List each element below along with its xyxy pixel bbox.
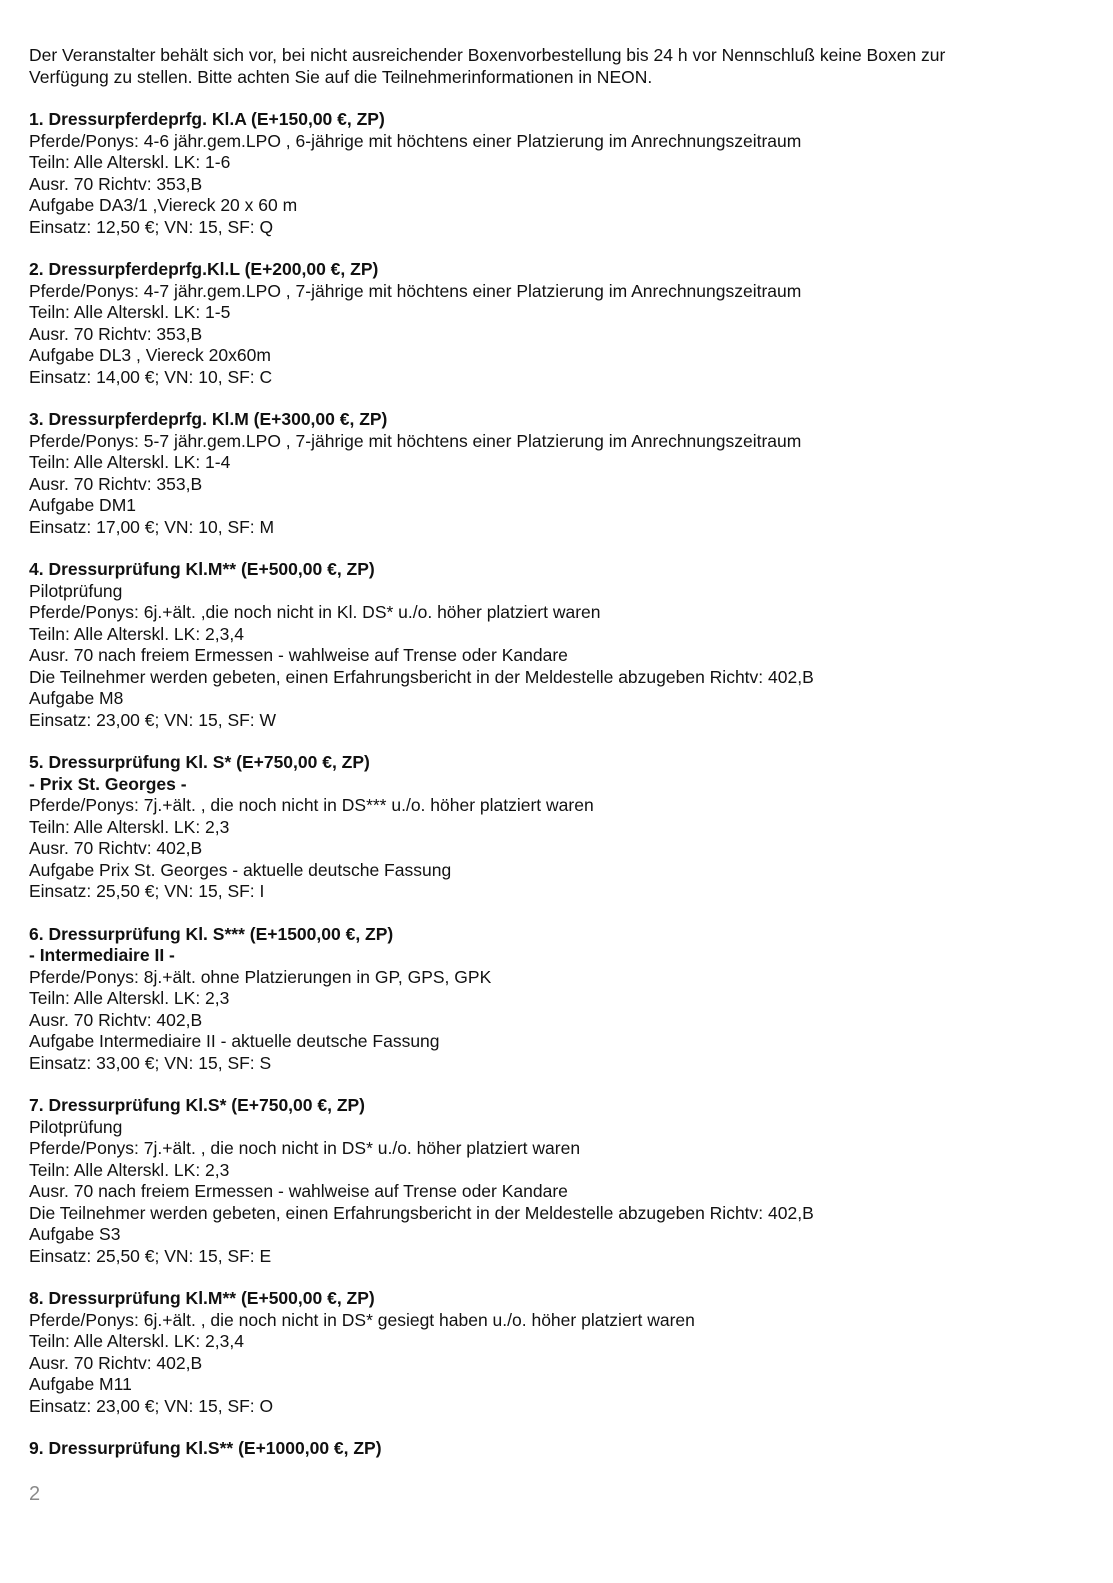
competition-detail-line: Aufgabe M8 [29,688,124,708]
competition-title: 3. Dressurpferdeprfg. Kl.M (E+300,00 €, ZP) [29,409,388,429]
competition-section [29,409,1089,538]
competition-detail-line: Einsatz: 23,00 €; VN: 15, SF: W [29,709,277,730]
competition-detail-line: Einsatz: 25,50 €; VN: 15, SF: I [29,881,265,901]
competition-section [29,752,1089,903]
competition-detail-line: Einsatz: 23,00 €; VN: 15, SF: O [29,1395,274,1416]
competition-detail-line: Teiln: Alle Alterskl. LK: 1-5 [29,302,231,322]
competition-detail-line: Pferde/Ponys: 4-6 jähr.gem.LPO , 6-jährige mit höchtens einer Platzierung im Anrechnungszeitraum [29,130,802,151]
competition-detail-line: Pferde/Ponys: 7j.+ält. , die noch nicht in DS* u./o. höher platziert waren [29,1138,581,1158]
competition-section [29,1438,1089,1460]
competition-detail-line: Pilotprüfung [29,1116,123,1137]
competition-detail-line: Aufgabe Prix St. Georges - aktuelle deutsche Fassung [29,859,452,880]
competition-detail-line: Teiln: Alle Alterskl. LK: 2,3 [29,816,230,837]
competition-detail-line: Ausr. 70 nach freiem Ermessen - wahlweise auf Trense oder Kandare [29,645,568,665]
competition-title: 2. Dressurpferdeprfg.Kl.L (E+200,00 €, ZP) [29,259,379,279]
document-page [29,45,1089,1481]
competition-section [29,924,1089,1075]
competition-detail-line: Ausr. 70 Richtv: 402,B [29,838,203,858]
competition-detail-line: Ausr. 70 Richtv: 353,B [29,173,203,194]
competition-detail-line: Teiln: Alle Alterskl. LK: 2,3 [29,1159,230,1180]
intro-line: Verfügung zu stellen. Bitte achten Sie auf die Teilnehmerinformationen in NEON. [29,66,653,87]
competition-detail-line: Pferde/Ponys: 8j.+ält. ohne Platzierungen in GP, GPS, GPK [29,966,492,987]
competition-detail-line: Einsatz: 17,00 €; VN: 10, SF: M [29,516,275,537]
competition-detail-line: Aufgabe Intermediaire II - aktuelle deutsche Fassung [29,1031,440,1051]
competition-section [29,259,1089,388]
competition-detail-line: Teiln: Alle Alterskl. LK: 1-6 [29,152,231,172]
competition-section [29,559,1089,731]
competition-detail-line: Pferde/Ponys: 7j.+ält. , die noch nicht in DS*** u./o. höher platziert waren [29,795,594,815]
intro-paragraph [29,45,1089,88]
competition-detail-line: Pferde/Ponys: 4-7 jähr.gem.LPO , 7-jährige mit höchtens einer Platzierung im Anrechnungszeitraum [29,280,802,301]
competition-list [29,109,1089,1460]
competition-title: 6. Dressurprüfung Kl. S*** (E+1500,00 €, ZP) [29,923,394,944]
competition-detail-line: Ausr. 70 Richtv: 402,B [29,1352,203,1373]
competition-detail-line: Aufgabe M11 [29,1374,132,1394]
competition-detail-line: Einsatz: 33,00 €; VN: 15, SF: S [29,1052,272,1073]
competition-detail-line: Pilotprüfung [29,580,123,601]
competition-section [29,1288,1089,1417]
competition-detail-line: Die Teilnehmer werden gebeten, einen Erfahrungsbericht in der Meldestelle abzugeben Richtv: 402,B [29,1202,814,1223]
competition-detail-line: Aufgabe DM1 [29,495,137,515]
page-number: 2 [29,1483,41,1505]
competition-detail-line: Aufgabe DL3 , Viereck 20x60m [29,345,271,365]
competition-detail-line: Ausr. 70 Richtv: 402,B [29,1009,203,1030]
competition-section [29,1095,1089,1267]
competition-detail-line: Einsatz: 25,50 €; VN: 15, SF: E [29,1245,272,1266]
competition-detail-line: Teiln: Alle Alterskl. LK: 2,3,4 [29,623,244,644]
competition-detail-line: Teiln: Alle Alterskl. LK: 2,3,4 [29,1331,244,1351]
competition-detail-line: Pferde/Ponys: 6j.+ält. , die noch nicht in DS* gesiegt haben u./o. höher platziert waren [29,1309,695,1330]
competition-section [29,109,1089,238]
competition-detail-line: Teiln: Alle Alterskl. LK: 2,3 [29,988,230,1008]
competition-detail-line: Pferde/Ponys: 5-7 jähr.gem.LPO , 7-jährige mit höchtens einer Platzierung im Anrechnungszeitraum [29,430,802,451]
competition-title: 1. Dressurpferdeprfg. Kl.A (E+150,00 €, ZP) [29,109,385,129]
competition-detail-line: Einsatz: 12,50 €; VN: 15, SF: Q [29,216,274,237]
competition-detail-line: Pferde/Ponys: 6j.+ält. ,die noch nicht in Kl. DS* u./o. höher platziert waren [29,602,601,622]
competition-subtitle: - Intermediaire II - [29,945,175,965]
competition-detail-line: Ausr. 70 Richtv: 353,B [29,323,203,344]
intro-line: Der Veranstalter behält sich vor, bei nicht ausreichender Boxenvorbestellung bis 24 h vor Nennschluß keine Boxen zur [29,45,946,65]
competition-detail-line: Die Teilnehmer werden gebeten, einen Erfahrungsbericht in der Meldestelle abzugeben Richtv: 402,B [29,666,814,687]
competition-detail-line: Einsatz: 14,00 €; VN: 10, SF: C [29,366,273,387]
competition-detail-line: Aufgabe DA3/1 ,Viereck 20 x 60 m [29,195,298,215]
competition-title: 7. Dressurprüfung Kl.S* (E+750,00 €, ZP) [29,1095,366,1115]
competition-detail-line: Teiln: Alle Alterskl. LK: 1-4 [29,452,231,472]
competition-detail-line: Aufgabe S3 [29,1224,121,1244]
competition-title: 9. Dressurprüfung Kl.S** (E+1000,00 €, ZP) [29,1438,382,1458]
competition-detail-line: Ausr. 70 nach freiem Ermessen - wahlweise auf Trense oder Kandare [29,1181,568,1201]
competition-title: 8. Dressurprüfung Kl.M** (E+500,00 €, ZP) [29,1288,375,1308]
competition-title: 5. Dressurprüfung Kl. S* (E+750,00 €, ZP) [29,752,370,772]
competition-title: 4. Dressurprüfung Kl.M** (E+500,00 €, ZP) [29,559,375,579]
competition-subtitle: - Prix St. Georges - [29,773,187,794]
competition-detail-line: Ausr. 70 Richtv: 353,B [29,473,203,494]
